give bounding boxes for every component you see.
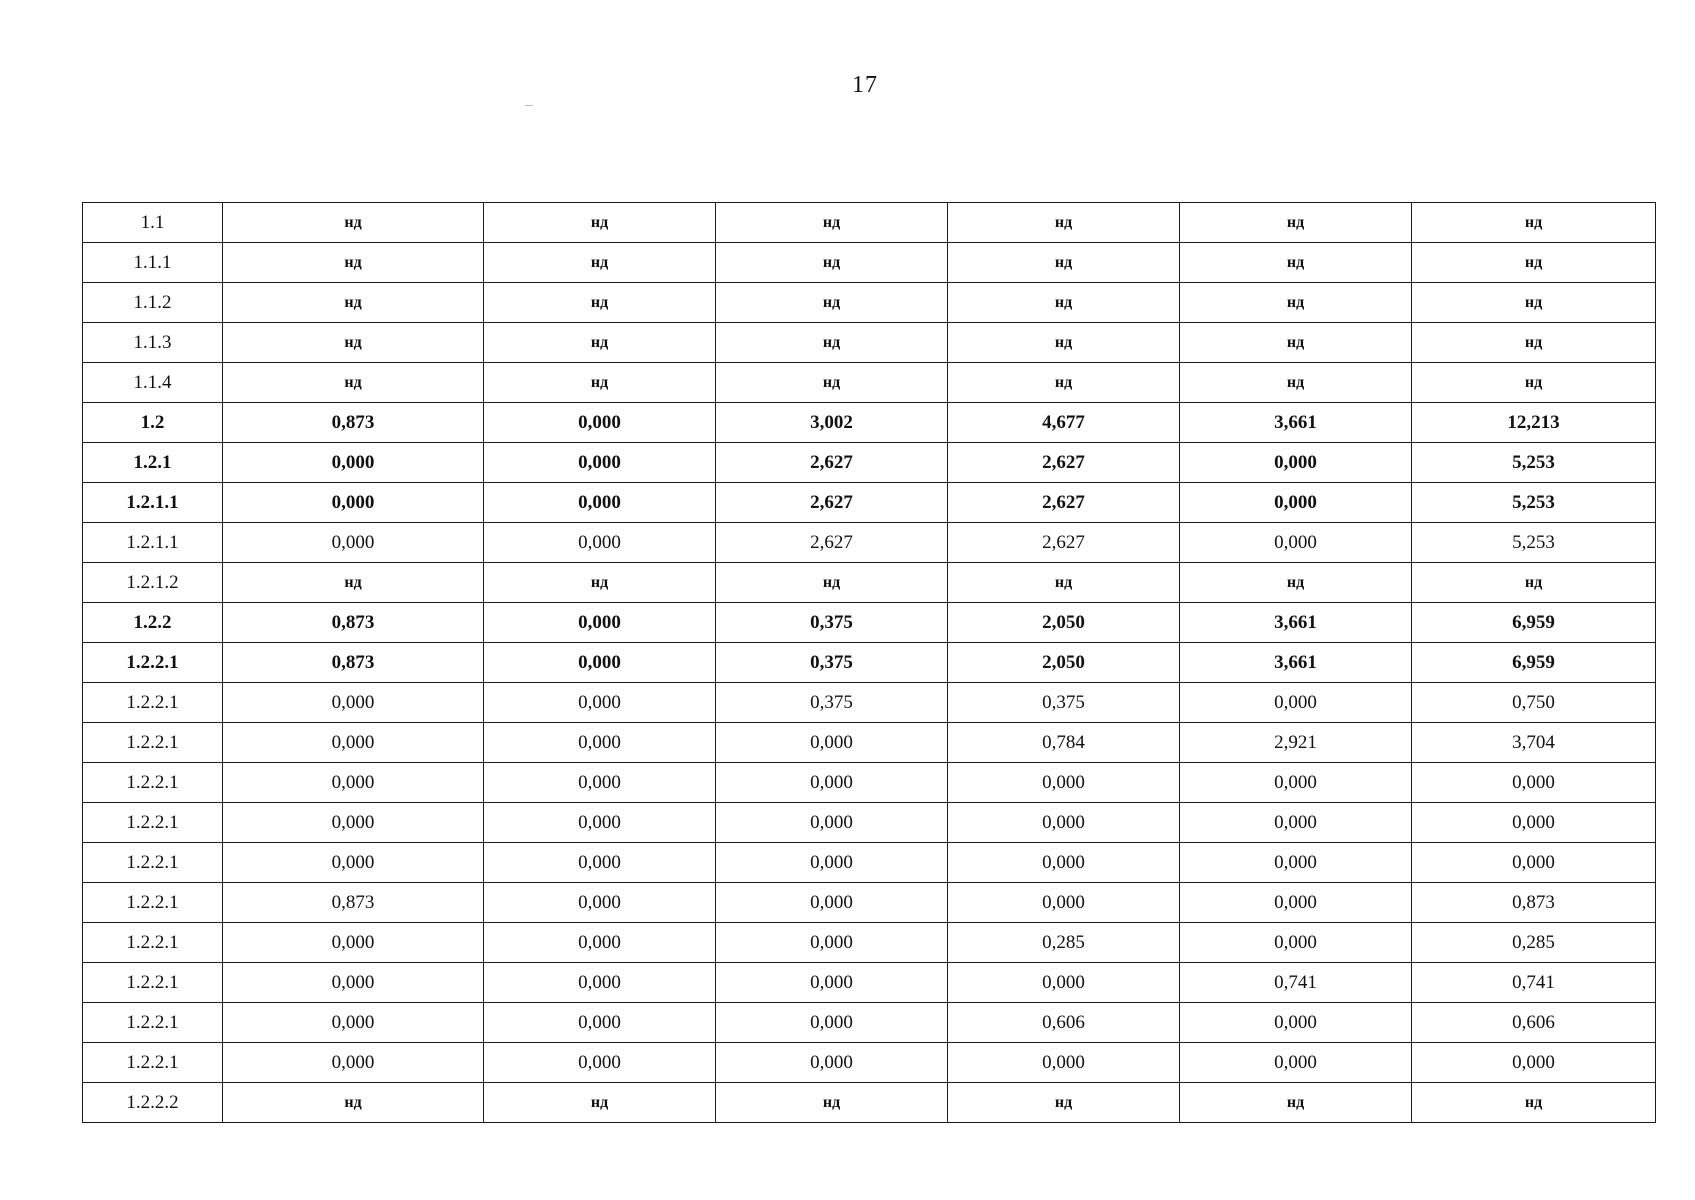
row-code-cell: 1.2.2.1 bbox=[83, 963, 223, 1003]
row-code-cell: 1.2.2.1 bbox=[83, 763, 223, 803]
value-cell: 0,000 bbox=[948, 1043, 1180, 1083]
value-cell: 0,000 bbox=[948, 803, 1180, 843]
value-cell: нд bbox=[1180, 363, 1412, 403]
row-code-cell: 1.2.2.1 bbox=[83, 723, 223, 763]
value-cell: 0,000 bbox=[948, 843, 1180, 883]
value-cell: 0,375 bbox=[948, 683, 1180, 723]
value-cell: 0,000 bbox=[716, 883, 948, 923]
value-cell: нд bbox=[223, 1083, 484, 1123]
table-row bbox=[83, 563, 1656, 603]
value-cell: 2,050 bbox=[948, 603, 1180, 643]
value-cell: 0,000 bbox=[716, 723, 948, 763]
table-row bbox=[83, 683, 1656, 723]
page-number: 17 bbox=[852, 72, 878, 98]
value-cell: 0,000 bbox=[223, 483, 484, 523]
value-cell: 0,741 bbox=[1412, 963, 1656, 1003]
value-cell: 0,000 bbox=[716, 763, 948, 803]
value-cell: 0,375 bbox=[716, 643, 948, 683]
value-cell: нд bbox=[223, 323, 484, 363]
value-cell: нд bbox=[716, 283, 948, 323]
value-cell: 0,000 bbox=[1180, 763, 1412, 803]
row-code-cell: 1.2.2 bbox=[83, 603, 223, 643]
value-cell: 0,000 bbox=[223, 723, 484, 763]
value-cell: нд bbox=[716, 323, 948, 363]
value-cell: 0,000 bbox=[484, 603, 716, 643]
value-cell: 0,000 bbox=[716, 1043, 948, 1083]
value-cell: 2,627 bbox=[716, 443, 948, 483]
value-cell: нд bbox=[223, 563, 484, 603]
row-code-cell: 1.2.2.1 bbox=[83, 643, 223, 683]
value-cell: 0,000 bbox=[1180, 1043, 1412, 1083]
value-cell: 0,000 bbox=[484, 1043, 716, 1083]
value-cell: 0,000 bbox=[223, 763, 484, 803]
table-row bbox=[83, 483, 1656, 523]
value-cell: 0,000 bbox=[484, 643, 716, 683]
value-cell: 0,000 bbox=[1180, 923, 1412, 963]
table-row bbox=[83, 363, 1656, 403]
value-cell: 0,000 bbox=[1180, 483, 1412, 523]
value-cell: 0,000 bbox=[948, 763, 1180, 803]
value-cell: нд bbox=[1412, 203, 1656, 243]
value-cell: нд bbox=[1180, 1083, 1412, 1123]
value-cell: нд bbox=[484, 363, 716, 403]
value-cell: 0,000 bbox=[716, 843, 948, 883]
value-cell: 0,873 bbox=[223, 403, 484, 443]
value-cell: нд bbox=[484, 243, 716, 283]
value-cell: 0,000 bbox=[716, 923, 948, 963]
table-row bbox=[83, 323, 1656, 363]
value-cell: 0,285 bbox=[948, 923, 1180, 963]
value-cell: 0,000 bbox=[223, 443, 484, 483]
value-cell: 0,000 bbox=[1180, 1003, 1412, 1043]
value-cell: нд bbox=[948, 363, 1180, 403]
value-cell: нд bbox=[1180, 203, 1412, 243]
value-cell: 0,000 bbox=[484, 403, 716, 443]
table-row bbox=[83, 843, 1656, 883]
value-cell: 3,661 bbox=[1180, 403, 1412, 443]
value-cell: 0,873 bbox=[223, 603, 484, 643]
value-cell: нд bbox=[948, 283, 1180, 323]
table-row bbox=[83, 883, 1656, 923]
value-cell: 0,000 bbox=[1180, 443, 1412, 483]
scan-speck bbox=[525, 105, 533, 106]
value-cell: нд bbox=[484, 1083, 716, 1123]
value-cell: 5,253 bbox=[1412, 483, 1656, 523]
table-row bbox=[83, 763, 1656, 803]
value-cell: нд bbox=[484, 283, 716, 323]
row-code-cell: 1.1.2 bbox=[83, 283, 223, 323]
value-cell: 3,661 bbox=[1180, 603, 1412, 643]
value-cell: 0,873 bbox=[223, 643, 484, 683]
row-code-cell: 1.2.2.1 bbox=[83, 923, 223, 963]
value-cell: нд bbox=[1412, 283, 1656, 323]
value-cell: 0,000 bbox=[716, 803, 948, 843]
value-cell: 6,959 bbox=[1412, 643, 1656, 683]
table-row bbox=[83, 403, 1656, 443]
value-cell: нд bbox=[716, 563, 948, 603]
table-row bbox=[83, 1083, 1656, 1123]
table-row bbox=[83, 603, 1656, 643]
table-row bbox=[83, 523, 1656, 563]
value-cell: нд bbox=[484, 203, 716, 243]
value-cell: 0,000 bbox=[948, 963, 1180, 1003]
value-cell: 0,000 bbox=[484, 763, 716, 803]
value-cell: 0,000 bbox=[484, 803, 716, 843]
table-row bbox=[83, 803, 1656, 843]
value-cell: 0,000 bbox=[223, 923, 484, 963]
value-cell: 0,784 bbox=[948, 723, 1180, 763]
value-cell: нд bbox=[1412, 363, 1656, 403]
value-cell: 0,000 bbox=[223, 843, 484, 883]
value-cell: 0,741 bbox=[1180, 963, 1412, 1003]
value-cell: 0,000 bbox=[1412, 763, 1656, 803]
value-cell: 5,253 bbox=[1412, 443, 1656, 483]
value-cell: нд bbox=[223, 203, 484, 243]
value-cell: нд bbox=[1412, 323, 1656, 363]
row-code-cell: 1.2.1.1 bbox=[83, 523, 223, 563]
value-cell: нд bbox=[948, 1083, 1180, 1123]
value-cell: нд bbox=[223, 243, 484, 283]
value-cell: 3,704 bbox=[1412, 723, 1656, 763]
value-cell: 0,000 bbox=[484, 483, 716, 523]
value-cell: 2,627 bbox=[948, 483, 1180, 523]
value-cell: нд bbox=[1412, 243, 1656, 283]
table-row bbox=[83, 1043, 1656, 1083]
row-code-cell: 1.2.1 bbox=[83, 443, 223, 483]
value-cell: 0,873 bbox=[223, 883, 484, 923]
value-cell: нд bbox=[716, 1083, 948, 1123]
value-cell: 5,253 bbox=[1412, 523, 1656, 563]
value-cell: 0,000 bbox=[1180, 683, 1412, 723]
row-code-cell: 1.2.1.2 bbox=[83, 563, 223, 603]
value-cell: 0,000 bbox=[1412, 803, 1656, 843]
table-row bbox=[83, 203, 1656, 243]
value-cell: нд bbox=[223, 283, 484, 323]
value-cell: нд bbox=[1412, 563, 1656, 603]
row-code-cell: 1.1 bbox=[83, 203, 223, 243]
table-row bbox=[83, 443, 1656, 483]
value-cell: 0,000 bbox=[484, 883, 716, 923]
value-cell: нд bbox=[1412, 1083, 1656, 1123]
value-cell: 0,000 bbox=[1180, 843, 1412, 883]
value-cell: 0,606 bbox=[948, 1003, 1180, 1043]
value-cell: 3,002 bbox=[716, 403, 948, 443]
value-cell: нд bbox=[716, 203, 948, 243]
value-cell: 0,000 bbox=[484, 523, 716, 563]
value-cell: нд bbox=[1180, 563, 1412, 603]
row-code-cell: 1.2.2.1 bbox=[83, 843, 223, 883]
value-cell: нд bbox=[716, 243, 948, 283]
value-cell: 0,285 bbox=[1412, 923, 1656, 963]
value-cell: 0,000 bbox=[484, 723, 716, 763]
value-cell: 0,000 bbox=[484, 443, 716, 483]
row-code-cell: 1.1.4 bbox=[83, 363, 223, 403]
value-cell: 2,627 bbox=[948, 443, 1180, 483]
value-cell: 2,050 bbox=[948, 643, 1180, 683]
value-cell: 12,213 bbox=[1412, 403, 1656, 443]
value-cell: нд bbox=[948, 563, 1180, 603]
row-code-cell: 1.2 bbox=[83, 403, 223, 443]
value-cell: 0,000 bbox=[223, 1003, 484, 1043]
value-cell: 0,606 bbox=[1412, 1003, 1656, 1043]
value-cell: 0,000 bbox=[223, 963, 484, 1003]
value-cell: 0,000 bbox=[484, 963, 716, 1003]
value-cell: 0,000 bbox=[223, 803, 484, 843]
table-row bbox=[83, 963, 1656, 1003]
value-cell: 0,375 bbox=[716, 683, 948, 723]
value-cell: 0,375 bbox=[716, 603, 948, 643]
value-cell: 2,627 bbox=[716, 483, 948, 523]
value-cell: 0,000 bbox=[223, 523, 484, 563]
value-cell: нд bbox=[1180, 243, 1412, 283]
value-cell: 0,000 bbox=[716, 1003, 948, 1043]
row-code-cell: 1.2.2.1 bbox=[83, 803, 223, 843]
value-cell: 0,000 bbox=[484, 1003, 716, 1043]
row-code-cell: 1.2.2.1 bbox=[83, 1003, 223, 1043]
table-row bbox=[83, 283, 1656, 323]
value-cell: нд bbox=[948, 323, 1180, 363]
value-cell: 0,000 bbox=[223, 1043, 484, 1083]
value-cell: 0,000 bbox=[223, 683, 484, 723]
value-cell: нд bbox=[1180, 283, 1412, 323]
data-table bbox=[82, 202, 1656, 1123]
value-cell: нд bbox=[223, 363, 484, 403]
value-cell: 2,627 bbox=[716, 523, 948, 563]
value-cell: 0,000 bbox=[1180, 883, 1412, 923]
value-cell: 0,750 bbox=[1412, 683, 1656, 723]
value-cell: 2,921 bbox=[1180, 723, 1412, 763]
value-cell: нд bbox=[716, 363, 948, 403]
table-row bbox=[83, 243, 1656, 283]
row-code-cell: 1.1.3 bbox=[83, 323, 223, 363]
value-cell: 0,000 bbox=[1180, 523, 1412, 563]
value-cell: нд bbox=[484, 563, 716, 603]
value-cell: 0,000 bbox=[484, 683, 716, 723]
table-body bbox=[83, 203, 1656, 1123]
row-code-cell: 1.2.2.1 bbox=[83, 683, 223, 723]
value-cell: 3,661 bbox=[1180, 643, 1412, 683]
value-cell: 4,677 bbox=[948, 403, 1180, 443]
value-cell: 0,000 bbox=[1412, 1043, 1656, 1083]
table-row bbox=[83, 1003, 1656, 1043]
value-cell: 0,873 bbox=[1412, 883, 1656, 923]
value-cell: 6,959 bbox=[1412, 603, 1656, 643]
table-row bbox=[83, 923, 1656, 963]
row-code-cell: 1.2.2.2 bbox=[83, 1083, 223, 1123]
table-row bbox=[83, 643, 1656, 683]
value-cell: 0,000 bbox=[1412, 843, 1656, 883]
value-cell: нд bbox=[948, 243, 1180, 283]
row-code-cell: 1.2.2.1 bbox=[83, 883, 223, 923]
value-cell: нд bbox=[948, 203, 1180, 243]
value-cell: 0,000 bbox=[1180, 803, 1412, 843]
value-cell: 0,000 bbox=[484, 923, 716, 963]
row-code-cell: 1.2.2.1 bbox=[83, 1043, 223, 1083]
value-cell: 2,627 bbox=[948, 523, 1180, 563]
value-cell: 0,000 bbox=[716, 963, 948, 1003]
value-cell: нд bbox=[484, 323, 716, 363]
value-cell: 0,000 bbox=[484, 843, 716, 883]
value-cell: 0,000 bbox=[948, 883, 1180, 923]
table-row bbox=[83, 723, 1656, 763]
row-code-cell: 1.2.1.1 bbox=[83, 483, 223, 523]
row-code-cell: 1.1.1 bbox=[83, 243, 223, 283]
value-cell: нд bbox=[1180, 323, 1412, 363]
